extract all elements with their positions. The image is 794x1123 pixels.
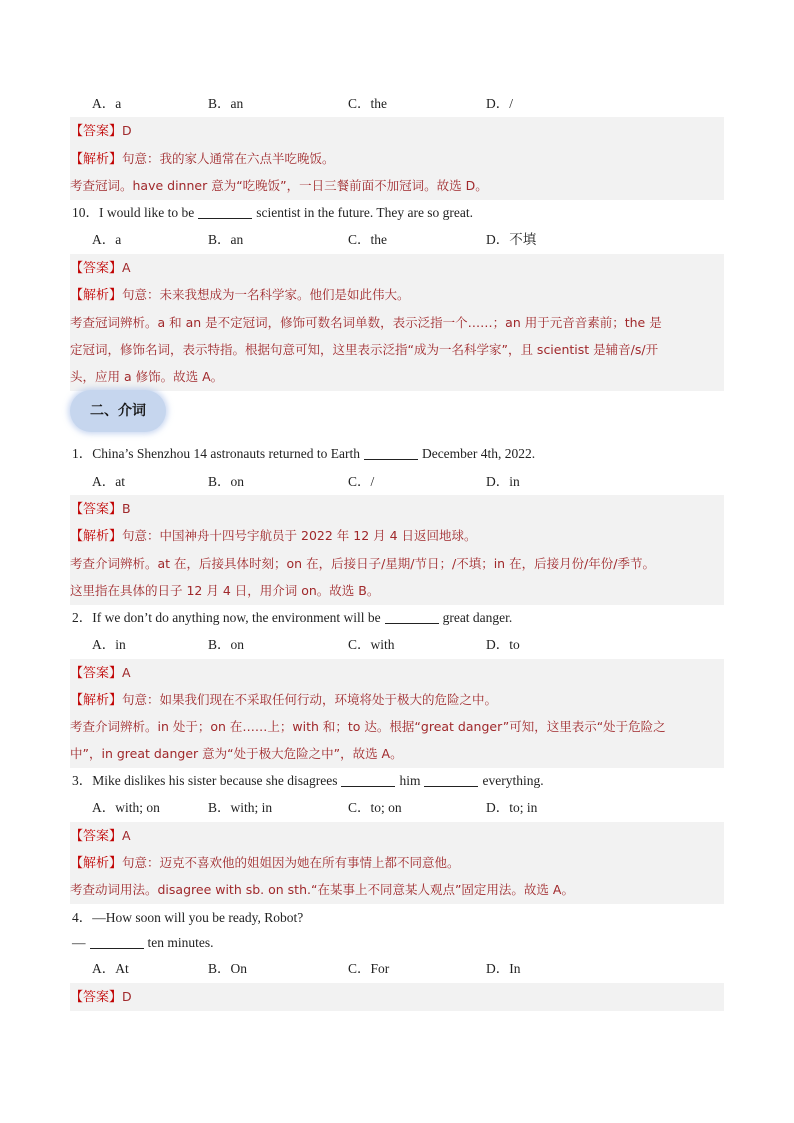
stem-before: 3．Mike dislikes his sister because she disagrees [72,773,338,788]
answer-blank [198,204,252,219]
note-text: 考查动词用法。disagree with sb. on sth.“在某事上不同意某人观点”固定用法。故选 A。 [70,882,574,897]
analysis-text: 句意：中国神舟十四号宇航员于 2022 年 12 月 4 日返回地球。 [122,528,477,543]
note-text: 考查介词辨析。in 处于；on 在……上；with 和；to 达。根据“great danger”可知，这里表示“处于危险之 [70,719,666,734]
option-b: B．On [208,961,248,976]
note-text: 考查冠词。have dinner 意为“吃晚饭”，一日三餐前面不加冠词。故选 D。 [70,178,488,193]
answer-tag: 【答案】 [70,124,123,139]
answer-tag: 【答案】 [70,666,123,681]
answer-value: D [122,123,132,138]
option-c: C．/ [348,474,375,489]
answer-tag: 【答案】 [70,502,123,517]
note-text: 考查介词辨析。at 在，后接具体时刻；on 在，后接日子/星期/节日；/不填；in 在，后接月份/年份/季节。 [70,556,656,571]
option-d: D．to; in [486,800,538,815]
section-heading: 二、介词 [70,390,166,432]
analysis-tag: 【解析】 [70,693,123,708]
p3-options [70,794,724,822]
option-c: C．the [348,232,387,247]
analysis-text: 句意：我的家人通常在六点半吃晚饭。 [122,151,335,166]
analysis-tag: 【解析】 [70,856,123,871]
option-c: C．with [348,637,395,652]
stem-before: 1．China’s Shenzhou 14 astronauts returned to Earth [72,446,360,461]
stem-after: ten minutes. [147,935,214,950]
answer-tag: 【答案】 [70,261,123,276]
analysis-tag: 【解析】 [70,288,123,303]
stem-before: 10．I would like to be [72,205,195,220]
stem-after: December 4th, 2022. [421,446,536,461]
p2-note-line2 [70,740,724,768]
q9-note [70,172,724,200]
answer-value: D [122,989,132,1004]
q10-note-line2 [70,336,724,364]
p1-stem [70,440,724,468]
note-text: 头，应用 a 修饰。故选 A。 [70,369,224,384]
answer-value: A [122,260,131,275]
note-text: 这里指在具体的日子 12 月 4 日，用介词 on。故选 B。 [70,583,380,598]
p2-options [70,631,724,659]
stem-before: 2．If we don’t do anything now, the environment will be [72,610,381,625]
analysis-tag: 【解析】 [70,529,123,544]
p2-answer-row [70,659,724,687]
option-d: D．to [486,637,520,652]
q10-analysis-row [70,281,724,309]
option-b: B．an [208,96,244,111]
q9-answer-row [70,117,724,145]
analysis-text: 句意：如果我们现在不采取任何行动，环境将处于极大的危险之中。 [122,692,498,707]
p4-stem-line2 [70,929,724,957]
option-b: B．on [208,474,245,489]
stem-text: 4．—How soon will you be ready, Robot? [72,910,304,925]
q10-answer-row [70,254,724,282]
p1-note-line1 [70,550,724,578]
option-d: D．In [486,961,521,976]
stem-middle: him [399,773,421,788]
answer-blank-2 [424,772,478,787]
option-a: A．with; on [92,800,160,815]
option-b: B．with; in [208,800,273,815]
p2-note-line1 [70,713,724,741]
option-a: A．in [92,637,126,652]
analysis-tag: 【解析】 [70,152,123,167]
answer-blank [90,934,144,949]
note-text: 考查冠词辨析。a 和 an 是不定冠词，修饰可数名词单数，表示泛指一个……；an 用于元音音素前；the 是 [70,315,662,330]
option-a: A．a [92,232,122,247]
stem-after: everything. [482,773,544,788]
q10-stem [70,199,724,227]
option-a: A．at [92,474,125,489]
analysis-text: 句意：未来我想成为一名科学家。他们是如此伟大。 [122,287,410,302]
answer-blank [364,445,418,460]
p3-stem [70,767,724,795]
stem-after: great danger. [442,610,513,625]
option-c: C．For [348,961,390,976]
analysis-text: 句意：迈克不喜欢他的姐姐因为她在所有事情上都不同意他。 [122,855,460,870]
q9-options [70,90,724,118]
answer-value: A [122,828,131,843]
answer-tag: 【答案】 [70,990,123,1005]
option-a: A．At [92,961,129,976]
p2-analysis-row [70,686,724,714]
option-c: C．to; on [348,800,402,815]
q10-note-line3 [70,363,724,391]
answer-value: A [122,665,131,680]
p1-options [70,468,724,496]
answer-tag: 【答案】 [70,829,123,844]
answer-value: B [122,501,131,516]
option-d: D．in [486,474,520,489]
p1-note-line2 [70,577,724,605]
stem-after: scientist in the future. They are so great. [256,205,474,220]
option-c: C．the [348,96,387,111]
answer-blank [385,609,439,624]
p4-stem-line1 [70,904,724,932]
option-b: B．an [208,232,244,247]
p1-analysis-row [70,522,724,550]
dialogue-dash: — [72,935,86,950]
p3-note [70,876,724,904]
note-text: 中”，in great danger 意为“处于极大危险之中”，故选 A。 [70,746,403,761]
option-d: D．/ [486,96,513,111]
note-text: 定冠词，修饰名词，表示特指。根据句意可知，这里表示泛指“成为一名科学家”，且 scientist 是辅音/s/开 [70,342,659,357]
p2-stem [70,604,724,632]
answer-blank-1 [341,772,395,787]
q9-analysis-row [70,145,724,173]
option-b: B．on [208,637,245,652]
q10-options [70,226,724,254]
p4-options [70,955,724,983]
p3-analysis-row [70,849,724,877]
option-d: D．不填 [486,232,537,247]
option-a: A．a [92,96,122,111]
p3-answer-row [70,822,724,850]
q10-note-line1 [70,309,724,337]
p4-answer-row [70,983,724,1011]
p1-answer-row [70,495,724,523]
